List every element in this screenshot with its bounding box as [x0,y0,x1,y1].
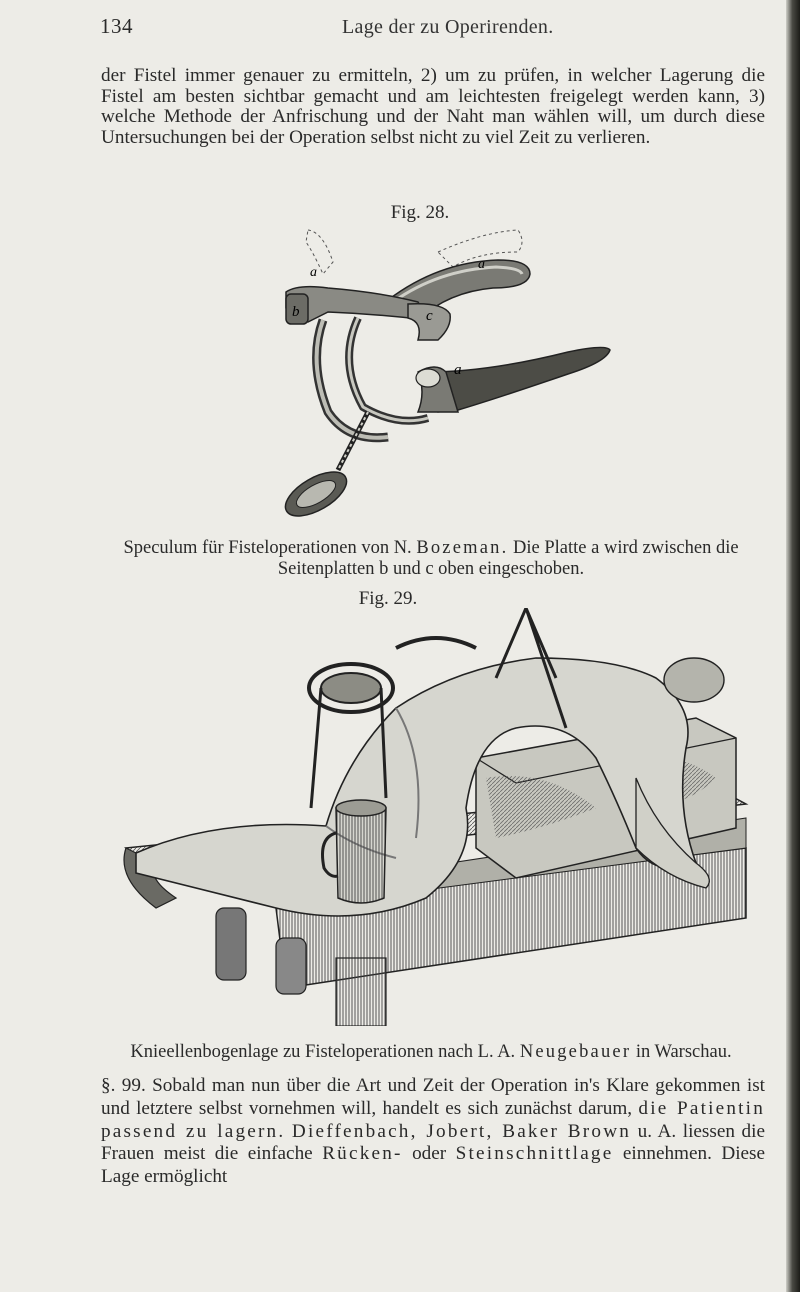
para-99-text-2: u. A. liessen die Frauen meist die einfache [101,1120,765,1165]
paragraph-top: der Fistel immer genauer zu ermitteln, 2) um zu prüfen, in welcher Lagerung die Fistel am besten sichtbar gemacht und am leichtesten freigelegt werden kann, 3) welche Methode der Anfrischung und der Naht man wählen will, um durch diese Untersuchungen bei der Operation selbst nicht zu viel Zeit zu verlieren. [101,65,765,148]
para-99-text-1: §. 99. Sobald man nun über die Art und Zeit der Operation in's Klare gekommen ist und letztere selbst vornehmen will, handelt es sich zunächst darum, [101,1075,765,1119]
paragraph-section-99 [101,1075,765,1189]
figure-29-position-illustration [96,608,756,1026]
figure-28-caption [95,538,767,580]
para-99-text-4: einnehmen. Diese Lage ermöglicht [101,1143,766,1188]
figure-29-label: Fig. 29. [358,588,418,609]
caption-29-suffix: in Warschau. [635,1042,732,1062]
para-99-emphasis-4: Steinschnittlage [455,1143,614,1165]
label-a-top: a [310,265,317,280]
caption-29-name: Neugebauer [519,1042,632,1062]
caption-28-prefix: Speculum für Fisteloperationen von N. [123,538,412,558]
binding-edge [786,0,800,1292]
label-c: c [426,308,433,324]
caption-28-suffix: Die Platte a wird zwischen die Seitenplatten b und c oben eingeschoben. [277,538,739,579]
figure-28-label: Fig. 28. [390,202,450,223]
figure-28-speculum-illustration [268,222,618,522]
para-99-emphasis-3: Rücken- [322,1143,403,1165]
label-a-right: a [478,257,485,272]
header-title: Lage der zu Operirenden. [342,16,554,38]
label-a-front: a [454,362,462,378]
caption-29-prefix: Knieellenbogenlage zu Fisteloperationen nach L. A. [130,1042,516,1062]
running-head [100,14,760,44]
page-number: 134 [100,14,133,38]
caption-28-name: Bozeman. [416,538,509,558]
para-99-emphasis-1: die Patientin passend zu lagern. [101,1097,765,1142]
para-99-emphasis-2: Dieffenbach, Jobert, Baker Brown [291,1120,632,1142]
label-b: b [292,304,300,320]
para-99-text-3: oder [412,1143,447,1165]
figure-29-caption [95,1042,767,1063]
